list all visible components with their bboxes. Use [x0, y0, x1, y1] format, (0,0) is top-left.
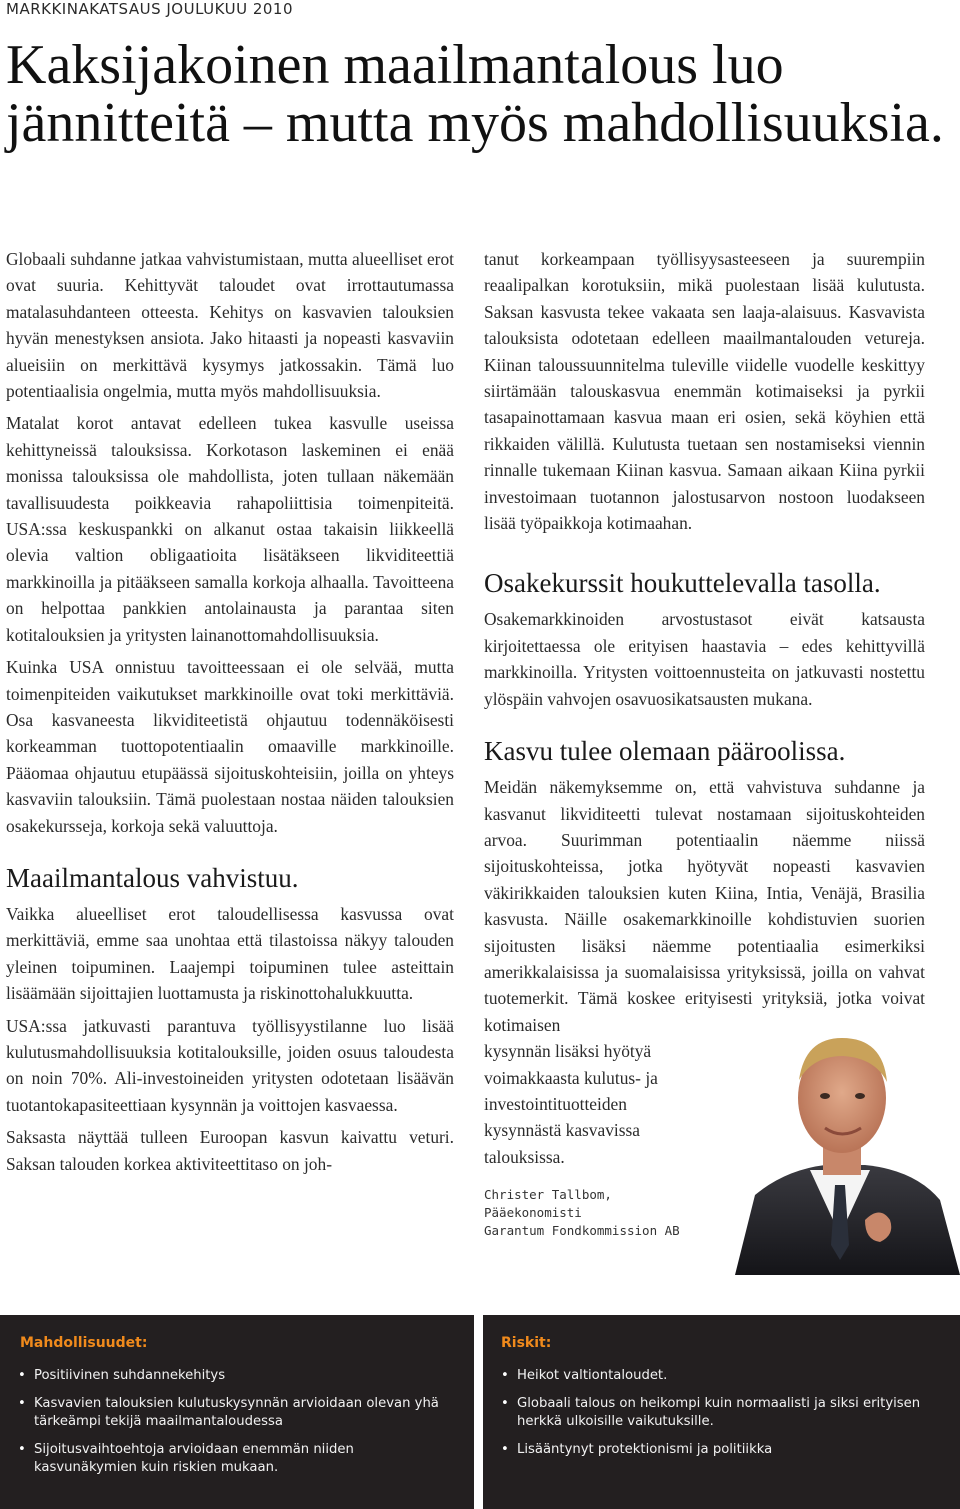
list-item: • Lisääntynyt protektionismi ja politiikka — [501, 1441, 941, 1459]
page-header: MARKKINAKATSAUS JOULUKUU 2010 — [6, 0, 293, 18]
opportunities-title: Mahdollisuudet: — [20, 1335, 148, 1351]
paragraph: tanut korkeampaan työllisyysasteeseen ja suurempiin reaalipalkan korotuksiin, mikä puolestaan lisää kulutusta. Saksan kasvusta tekee vakaata sen laaja-alaisuus. Kasvavista talouksista odotetaan edelleen maailmantalouden vetureja. Kiinan taloussuunnitelma tuleville viidelle vuodelle keskittyy siirtämään talouskasvua enemmän kotimaiseksi ja pyrkii tasapainottamaan kasvua maan eri osien, sekä köyhien että rikkaiden välillä. Kulutusta tuetaan sen nostamiseksi viennin rinnalle tukemaan Kiinan kasvua. Samaan aikaan Kiina pyrkii investoimaan tuotannon jalostusarvon nostoon luodakseen lisää työpaikkoja kotimaahan. — [484, 249, 925, 534]
paragraph: Kuinka USA onnistuu tavoitteessaan ei ole selvää, mutta toimenpiteiden vaikutukset markkinoille ovat toki merkittäviä. Osa kasvaneesta likviditeetistä ohjautuu todennäköisesti korkeamman tuottopotentiaalin omaaville markkinoille. Pääomaa ohjautuu etupäässä sijoituskohteisiin, joilla on yhteys kasvaviin talouksiin. Tämä puolestaan nostaa näiden talouksien osakekursseja, korkoja sekä valuuttoja. — [6, 657, 454, 836]
paragraph: Meidän näkemyksemme on, että vahvistuva suhdanne ja kasvanut likviditeetti tulevat nostamaan sijoituskohteiden arvoa. Suurimman potentiaalin näemme niissä sijoituskohteissa, jotka hyötyvät nopeasti kasvavien väkirikkaiden talouksien kuten Kiina, Intia, Venäjä, Brasilia kasvusta. Näille osakemarkkinoille kohdistuvien suorien sijoitusten lisäksi näemme potentiaalia esimerkiksi amerikkalaisissa ja suomalaisissa yrityksissä, joilla on vahvat tuotemerkit. Tämä koskee erityisesti yrityksiä, jotka voivat kotimaisen — [484, 777, 925, 1035]
opportunities-box — [0, 1315, 474, 1509]
risks-list — [501, 1367, 941, 1469]
paragraph: Vaikka alueelliset erot taloudellisessa kasvussa ovat merkittäviä, emme saa unohtaa että tilastoissa näkyy talouden yleinen toipuminen. Laajempi toipuminen tulee asteittain lisäämään sijoittajien luottamusta ja riskinottohalukkuutta. — [6, 903, 454, 1004]
risks-box — [483, 1315, 960, 1509]
list-item: • Sijoitusvaihtoehtoja arvioidaan enemmän niiden kasvunäkymien kuin riskien mukaan. — [18, 1441, 458, 1477]
left-column — [6, 246, 454, 1177]
section-heading: Kasvu tulee olemaan pääroolissa. — [484, 736, 846, 767]
opportunities-list — [18, 1367, 458, 1487]
list-item: • Kasvavien talouksien kulutuskysynnän arvioidaan olevan yhä tärkeämpi tekijä maailmantaloudessa — [18, 1395, 458, 1431]
paragraph-wrapped: kysynnän lisäksi hyötyä voimakkaasta kulutus- ja investointituotteiden kysynnästä kasvavissa talouksissa. — [484, 1041, 658, 1167]
summary-boxes — [0, 1315, 960, 1509]
caption-name: Christer Tallbom, — [484, 1187, 612, 1203]
list-item: • Globaali talous on heikompi kuin normaalisti ja siksi erityisen herkkä ulkoisille vaikutuksille. — [501, 1395, 941, 1431]
section-heading: Maailmantalous vahvistuu. — [6, 862, 299, 893]
section-heading: Osakekurssit houkuttelevalla tasolla. — [484, 568, 881, 599]
paragraph: Saksasta näyttää tulleen Euroopan kasvun kaivattu veturi. Saksan talouden korkea aktiviteettitaso on joh- — [6, 1127, 454, 1174]
paragraph: Globaali suhdanne jatkaa vahvistumistaan, mutta alueelliset erot ovat suuria. Kehittyvät taloudet ovat irrottautumassa matalasuhdanteen otteesta. Kehitys on kasvavien talouksien hyvän menestyksen ansiota. Jako hitaasti ja nopeasti kasvaviin alueisiin on merkittävä kysymys jatkossakin. Tämä luo potentiaalisia ongelmia, mutta myös mahdollisuuksia. — [6, 249, 454, 402]
paragraph: Osakemarkkinoiden arvostustasot eivät katsausta kirjoitettaessa ole erityisen haastavia – edes kehittyvillä markkinoilla. Yritysten voittoennusteita on jatkuvasti nostettu ylöspäin vahvojen osavuosikatsausten mukana. — [484, 609, 925, 709]
paragraph: Matalat korot antavat edelleen tukea kasvulle useissa kehittyneissä talouksissa. Korkotason laskeminen ei enää monissa talouksissa ole mahdollista, joten tullaan näkemään tavallisuudesta poikkeavia rahapoliittisia toimenpiteitä. USA:ssa keskuspankki on alkanut ostaa takaisin liikkeellä olevia valtion obligaatioita lisätäkseen likviditeettiä markkinoilla ja pitääkseen samalla korkoja alhaalla. Tavoitteena on helpottaa pankkien antolainausta ja parantaa siten kotitalouksien ja yritysten lainanottomahdollisuuksia. — [6, 413, 454, 645]
article-title: Kaksijakoinen maailmantalous luo jännitteitä – mutta myös mahdollisuuksia. — [6, 34, 944, 154]
caption-company: Garantum Fondkommission AB — [484, 1223, 680, 1239]
caption-role: Pääekonomisti — [484, 1205, 582, 1221]
list-item: • Heikot valtiontaloudet. — [501, 1367, 941, 1385]
paragraph: USA:ssa jatkuvasti parantuva työllisyystilanne luo lisää kulutusmahdollisuuksia kotitalouksille, joiden osuus taloudesta on noin 70%. Ali-investoineiden yritysten odotetaan lisäävän tuotantokapasiteettiaan kysynnän ja voittojen kasvaessa. — [6, 1015, 454, 1115]
list-item: • Positiivinen suhdannekehitys — [18, 1367, 458, 1385]
risks-title: Riskit: — [501, 1335, 552, 1351]
portrait-photo — [715, 1020, 960, 1275]
